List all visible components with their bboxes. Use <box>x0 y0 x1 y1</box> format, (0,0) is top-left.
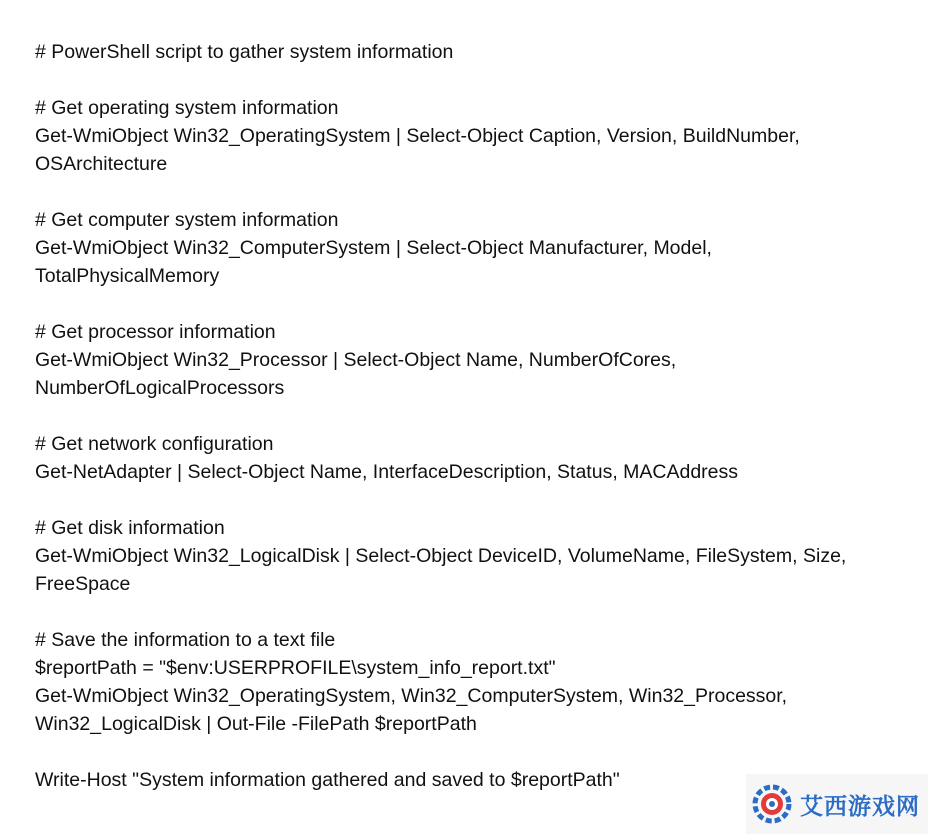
code-network-line-1: Get-NetAdapter | Select-Object Name, InterfaceDescription, Status, MACAddress <box>35 461 739 483</box>
code-save-line-3: Win32_LogicalDisk | Out-File -FilePath $reportPath <box>35 713 477 735</box>
blank-line <box>35 178 927 206</box>
gear-logo-icon <box>750 782 794 826</box>
blank-line <box>35 66 927 94</box>
blank-line <box>35 486 927 514</box>
code-processor-line-2: NumberOfLogicalProcessors <box>35 377 285 399</box>
blank-line <box>35 738 927 766</box>
code-disk-line-1: Get-WmiObject Win32_LogicalDisk | Select-Object DeviceID, VolumeName, FileSystem, Size, <box>35 545 847 567</box>
comment-os: # Get operating system information <box>35 97 339 119</box>
code-processor-line-1: Get-WmiObject Win32_Processor | Select-Object Name, NumberOfCores, <box>35 349 677 371</box>
code-os-line-2: OSArchitecture <box>35 153 168 175</box>
watermark-text: 艾西游戏网 <box>800 792 920 820</box>
comment-header: # PowerShell script to gather system information <box>35 41 454 63</box>
comment-processor: # Get processor information <box>35 321 276 343</box>
blank-line <box>35 598 927 626</box>
code-write-host: Write-Host "System information gathered and saved to $reportPath" <box>35 769 620 791</box>
code-os-line-1: Get-WmiObject Win32_OperatingSystem | Select-Object Caption, Version, BuildNumber, <box>35 125 800 147</box>
comment-computer: # Get computer system information <box>35 209 339 231</box>
blank-line <box>35 402 927 430</box>
comment-network: # Get network configuration <box>35 433 274 455</box>
code-disk-line-2: FreeSpace <box>35 573 131 595</box>
code-save-line-1: $reportPath = "$env:USERPROFILE\system_info_report.txt" <box>35 657 556 679</box>
watermark <box>746 774 928 834</box>
code-computer-line-2: TotalPhysicalMemory <box>35 265 220 287</box>
code-save-line-2: Get-WmiObject Win32_OperatingSystem, Win32_ComputerSystem, Win32_Processor, <box>35 685 788 707</box>
blank-line <box>35 290 927 318</box>
script-document <box>35 38 927 794</box>
code-computer-line-1: Get-WmiObject Win32_ComputerSystem | Select-Object Manufacturer, Model, <box>35 237 712 259</box>
comment-save: # Save the information to a text file <box>35 629 336 651</box>
comment-disk: # Get disk information <box>35 517 225 539</box>
